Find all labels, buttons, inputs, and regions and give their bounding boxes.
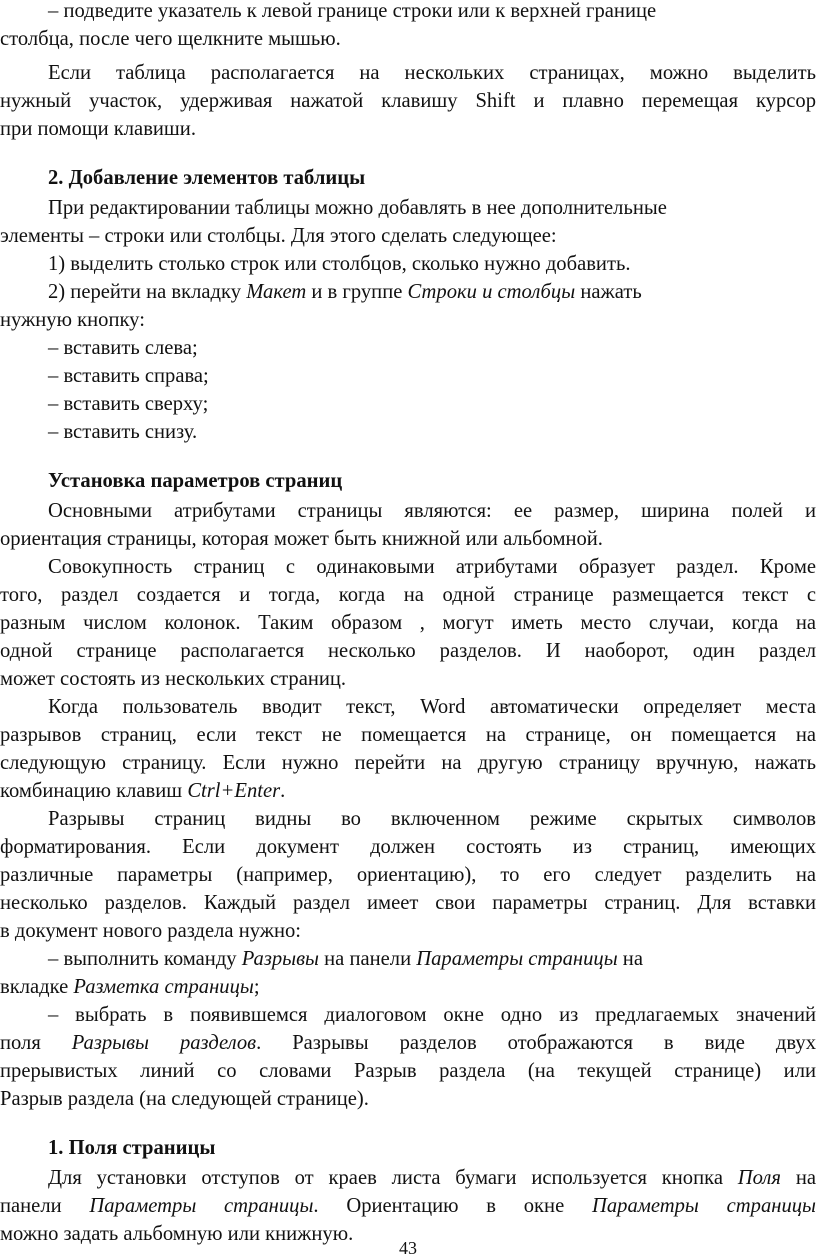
text-line bbox=[0, 1164, 816, 1192]
list-item bbox=[0, 250, 816, 278]
bold-text: 1. Поля страницы bbox=[48, 1137, 216, 1159]
text-line bbox=[0, 525, 816, 553]
text-run: несколько разделов. Каждый раздел имеет свои параметры страниц. Для вставки bbox=[0, 892, 816, 914]
text-line bbox=[0, 637, 816, 665]
text-run: панели bbox=[0, 1195, 90, 1217]
text-run: Для установки отступов от краев листа бумаги используется кнопка bbox=[48, 1167, 738, 1189]
text-line bbox=[0, 805, 816, 833]
text-run: поля bbox=[0, 1032, 72, 1054]
text-line bbox=[0, 194, 816, 222]
text-line bbox=[0, 87, 816, 115]
text-run: комбинацию клавиш bbox=[0, 780, 188, 802]
italic-text: Разрывы bbox=[241, 948, 320, 970]
list-item bbox=[0, 278, 816, 306]
italic-text: Параметры страницы bbox=[89, 1195, 314, 1217]
text-run: при помощи клавиши. bbox=[0, 118, 196, 140]
text-run: того, раздел создается и тогда, когда на одной странице размещается текст с bbox=[0, 584, 816, 606]
text-run: форматирования. Если документ должен состоять из страниц, имеющих bbox=[0, 836, 816, 858]
list-item bbox=[0, 334, 816, 362]
text-run: – вставить справа; bbox=[48, 365, 209, 387]
text-run: При редактировании таблицы можно добавлять в нее дополнительные bbox=[48, 197, 667, 219]
text-line bbox=[0, 973, 816, 1001]
text-run: Когда пользователь вводит текст, Word автоматически определяет места bbox=[48, 696, 816, 718]
italic-text: Разметка страницы bbox=[73, 976, 254, 998]
text-run: и в группе bbox=[306, 281, 408, 303]
text-line bbox=[0, 665, 816, 693]
text-run: – вставить слева; bbox=[48, 337, 198, 359]
text-run: ; bbox=[253, 976, 260, 998]
text-run: Если таблица располагается на нескольких страницах, можно выделить bbox=[48, 62, 816, 84]
text-run: – выполнить команду bbox=[48, 948, 242, 970]
text-run: на панели bbox=[319, 948, 417, 970]
bold-text: Установка параметров страниц bbox=[48, 470, 343, 492]
text-run: разрывов страниц, если текст не помещается на странице, он помещается на bbox=[0, 724, 816, 746]
text-line bbox=[0, 222, 816, 250]
text-run: столбца, после чего щелкните мышью. bbox=[0, 28, 341, 50]
italic-text: Параметры страницы bbox=[416, 948, 618, 970]
text-run: может состоять из нескольких страниц. bbox=[0, 668, 347, 690]
text-run: элементы – строки или столбцы. Для этого сделать следующее: bbox=[0, 225, 557, 247]
text-run: 1) выделить столько строк или столбцов, сколько нужно добавить. bbox=[48, 253, 631, 275]
text-run: . Разрывы разделов отображаются в виде двух bbox=[256, 1032, 816, 1054]
text-run: можно задать альбомную или книжную. bbox=[0, 1223, 354, 1245]
text-run: нужный участок, удерживая нажатой клавишу Shift и плавно перемещая курсор bbox=[0, 90, 816, 112]
text-line bbox=[0, 581, 816, 609]
text-run: прерывистых линий со словами Разрыв раздела (на текущей странице) или bbox=[0, 1060, 816, 1082]
text-run: Основными атрибутами страницы являются: ее размер, ширина полей и bbox=[48, 500, 816, 522]
page-number: 43 bbox=[399, 1238, 417, 1258]
text-line bbox=[0, 553, 816, 581]
text-run: . bbox=[280, 780, 286, 802]
text-line bbox=[0, 25, 816, 53]
text-line bbox=[0, 1057, 816, 1085]
text-line bbox=[0, 609, 816, 637]
italic-text: Строки и столбцы bbox=[407, 281, 576, 303]
section-heading bbox=[0, 164, 816, 192]
text-line bbox=[0, 917, 816, 945]
text-run: разным числом колонок. Таким образом , могут иметь место случаи, когда на bbox=[0, 612, 816, 634]
text-line bbox=[0, 1192, 816, 1220]
text-run: одной странице располагается несколько разделов. И наоборот, один раздел bbox=[0, 640, 816, 662]
text-run: – вставить сверху; bbox=[48, 393, 209, 415]
text-run: ориентация страницы, которая может быть книжной или альбомной. bbox=[0, 528, 603, 550]
text-line bbox=[0, 693, 816, 721]
text-line bbox=[0, 59, 816, 87]
text-line bbox=[0, 306, 816, 334]
italic-text: Параметры страницы bbox=[591, 1195, 816, 1217]
list-item bbox=[0, 418, 816, 446]
text-line bbox=[0, 497, 816, 525]
text-run: в документ нового раздела нужно: bbox=[0, 920, 302, 942]
text-run: на bbox=[781, 1167, 816, 1189]
text-run: следующую страницу. Если нужно перейти на другую страницу вручную, нажать bbox=[0, 752, 816, 774]
text-line bbox=[0, 833, 816, 861]
bold-text: 2. Добавление элементов таблицы bbox=[48, 167, 366, 189]
text-run: – подведите указатель к левой границе строки или к верхней границе bbox=[48, 0, 657, 22]
text-line bbox=[0, 115, 816, 143]
text-run: – выбрать в появившемся диалоговом окне одно из предлагаемых значений bbox=[48, 1004, 816, 1026]
text-run: вкладке bbox=[0, 976, 74, 998]
text-run: . Ориентацию в окне bbox=[313, 1195, 592, 1217]
section-heading bbox=[0, 467, 816, 495]
text-run: на bbox=[617, 948, 643, 970]
italic-text: Макет bbox=[246, 281, 307, 303]
text-line bbox=[0, 889, 816, 917]
list-item bbox=[0, 390, 816, 418]
text-line bbox=[0, 945, 816, 973]
text-line bbox=[0, 749, 816, 777]
text-run: Разрывы страниц видны во включенном режиме скрытых символов bbox=[48, 808, 816, 830]
text-run: Разрыв раздела (на следующей странице). bbox=[0, 1088, 369, 1110]
text-line bbox=[0, 1085, 816, 1113]
text-line bbox=[0, 777, 816, 805]
text-run: – вставить снизу. bbox=[48, 421, 198, 443]
text-run: Совокупность страниц с одинаковыми атрибутами образует раздел. Кроме bbox=[48, 556, 816, 578]
text-line bbox=[0, 1001, 816, 1029]
text-line bbox=[0, 721, 816, 749]
italic-text: Разрывы разделов bbox=[71, 1032, 257, 1054]
text-run: нажать bbox=[575, 281, 642, 303]
italic-text: Поля bbox=[737, 1167, 781, 1189]
text-line bbox=[0, 861, 816, 889]
text-run: различные параметры (например, ориентацию), то его следует разделить на bbox=[0, 864, 816, 886]
list-item bbox=[0, 362, 816, 390]
text-run: нужную кнопку: bbox=[0, 309, 145, 331]
italic-text: Ctrl+Enter bbox=[187, 780, 281, 802]
text-line bbox=[0, 0, 816, 25]
text-line bbox=[0, 1029, 816, 1057]
section-heading bbox=[0, 1134, 816, 1162]
text-run: 2) перейти на вкладку bbox=[48, 281, 247, 303]
